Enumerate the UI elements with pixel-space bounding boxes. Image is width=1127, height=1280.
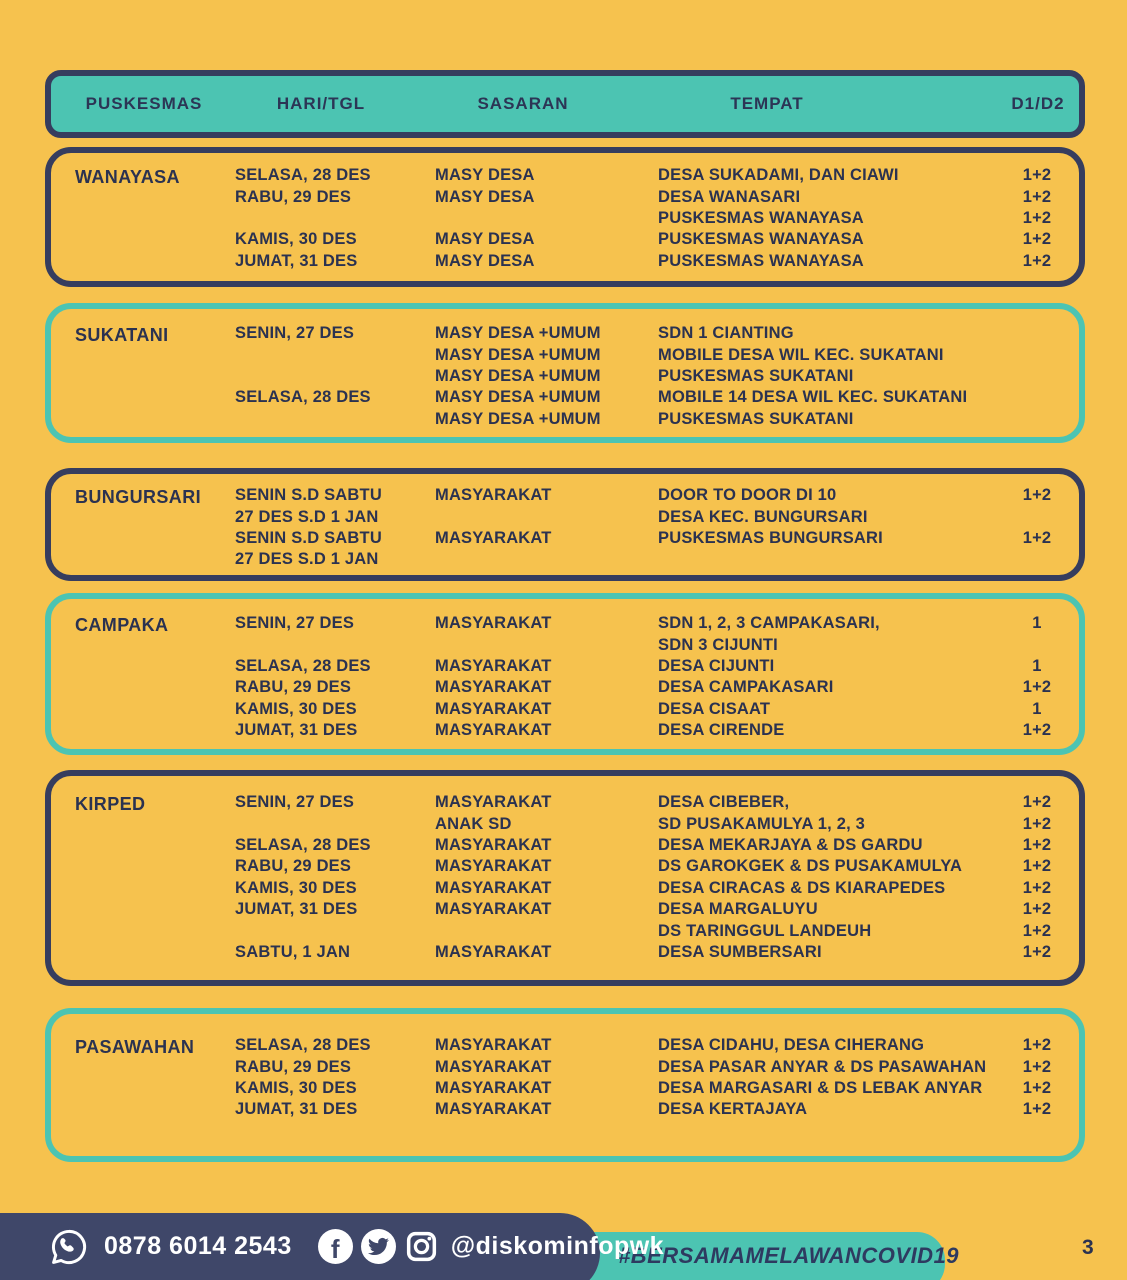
social-handle: @diskominfopwk bbox=[450, 1232, 665, 1260]
phone-number: 0878 6014 2543 bbox=[104, 1232, 292, 1260]
schedule-row bbox=[235, 528, 1079, 549]
cell-temp: DESA CISAAT bbox=[658, 699, 771, 718]
contact-bar bbox=[0, 1213, 665, 1280]
cell-sas: MASY DESA bbox=[435, 187, 535, 206]
cell-temp: DESA KEC. BUNGURSARI bbox=[658, 507, 868, 526]
cell-date: JUMAT, 31 DES bbox=[235, 1100, 358, 1119]
cell-dose: 1+2 bbox=[1022, 900, 1052, 919]
facebook-icon: f bbox=[318, 1229, 353, 1264]
column-header-sasaran: SASARAN bbox=[477, 94, 569, 113]
cell-temp: SDN 1 CIANTING bbox=[658, 324, 794, 343]
cell-sas: MASY DESA +UMUM bbox=[435, 345, 601, 364]
schedule-row bbox=[235, 856, 1079, 877]
cell-dose: 1+2 bbox=[1022, 921, 1052, 940]
cell-date: 27 DES S.D 1 JAN bbox=[235, 550, 379, 569]
cell-sas: MASYARAKAT bbox=[435, 721, 552, 740]
cell-sas: MASY DESA +UMUM bbox=[435, 324, 601, 343]
cell-temp: DESA SUMBERSARI bbox=[658, 942, 822, 961]
cell-dose: 1 bbox=[1032, 656, 1042, 675]
cell-dose: 1+2 bbox=[1022, 1057, 1052, 1076]
section-sukatani bbox=[45, 303, 1085, 443]
cell-temp: PUSKESMAS SUKATANI bbox=[658, 366, 854, 385]
cell-temp: MOBILE DESA WIL KEC. SUKATANI bbox=[658, 345, 944, 364]
cell-sas: MASYARAKAT bbox=[435, 486, 552, 505]
cell-dose: 1 bbox=[1032, 614, 1042, 633]
page-number: 3 bbox=[1082, 1236, 1094, 1259]
cell-sas: MASYARAKAT bbox=[435, 857, 552, 876]
schedule-row bbox=[235, 366, 1079, 387]
cell-date: 27 DES S.D 1 JAN bbox=[235, 507, 379, 526]
schedule-row bbox=[235, 186, 1079, 207]
section-rows bbox=[51, 1014, 1079, 1121]
cell-sas: ANAK SD bbox=[435, 814, 512, 833]
cell-dose: 1+2 bbox=[1022, 835, 1052, 854]
social-icons bbox=[318, 1229, 439, 1264]
cell-temp: DESA CAMPAKASARI bbox=[658, 678, 834, 697]
cell-dose: 1+2 bbox=[1022, 1100, 1052, 1119]
cell-date: SENIN, 27 DES bbox=[235, 614, 355, 633]
cell-date: SENIN S.D SABTU bbox=[235, 486, 382, 505]
cell-temp: MOBILE 14 DESA WIL KEC. SUKATANI bbox=[658, 388, 968, 407]
cell-sas: MASYARAKAT bbox=[435, 656, 552, 675]
cell-temp: PUSKESMAS WANAYASA bbox=[658, 230, 864, 249]
schedule-row bbox=[235, 1078, 1079, 1099]
cell-date: SENIN, 27 DES bbox=[235, 793, 355, 812]
cell-temp: DESA WANASARI bbox=[658, 187, 801, 206]
cell-sas: MASYARAKAT bbox=[435, 835, 552, 854]
cell-sas: MASY DESA +UMUM bbox=[435, 366, 601, 385]
section-title: WANAYASA bbox=[75, 167, 180, 187]
section-kirped bbox=[45, 770, 1085, 986]
cell-dose: 1+2 bbox=[1022, 1078, 1052, 1097]
cell-sas: MASY DESA +UMUM bbox=[435, 409, 601, 428]
cell-dose: 1+2 bbox=[1022, 814, 1052, 833]
schedule-row bbox=[235, 485, 1079, 506]
instagram-icon bbox=[404, 1229, 439, 1264]
cell-dose: 1+2 bbox=[1022, 166, 1052, 185]
cell-dose: 1+2 bbox=[1022, 878, 1052, 897]
schedule-row bbox=[235, 251, 1079, 272]
section-title: KIRPED bbox=[75, 794, 146, 814]
schedule-row bbox=[235, 792, 1079, 813]
hashtag-text: #BERSAMAMELAWANCOVID19 bbox=[618, 1243, 960, 1268]
cell-temp: DESA MEKARJAYA & DS GARDU bbox=[658, 835, 923, 854]
cell-sas: MASY DESA bbox=[435, 230, 535, 249]
cell-sas: MASYARAKAT bbox=[435, 900, 552, 919]
schedule-row bbox=[235, 229, 1079, 250]
cell-date: SELASA, 28 DES bbox=[235, 656, 371, 675]
cell-dose: 1+2 bbox=[1022, 793, 1052, 812]
cell-sas: MASYARAKAT bbox=[435, 1100, 552, 1119]
schedule-row bbox=[235, 720, 1079, 741]
schedule-row bbox=[235, 344, 1079, 365]
cell-sas: MASYARAKAT bbox=[435, 528, 552, 547]
column-header-d1-d2: D1/D2 bbox=[1011, 94, 1065, 113]
cell-temp: PUSKESMAS SUKATANI bbox=[658, 409, 854, 428]
schedule-row bbox=[235, 506, 1079, 527]
schedule-row bbox=[235, 656, 1079, 677]
schedule-row bbox=[235, 634, 1079, 655]
cell-date: SELASA, 28 DES bbox=[235, 835, 371, 854]
cell-temp: DESA MARGALUYU bbox=[658, 900, 818, 919]
cell-date: RABU, 29 DES bbox=[235, 187, 352, 206]
cell-temp: DESA CIJUNTI bbox=[658, 656, 775, 675]
section-title: SUKATANI bbox=[75, 325, 169, 345]
cell-date: SENIN, 27 DES bbox=[235, 324, 355, 343]
section-rows bbox=[51, 776, 1079, 963]
cell-sas: MASY DESA +UMUM bbox=[435, 388, 601, 407]
cell-temp: SD PUSAKAMULYA 1, 2, 3 bbox=[658, 814, 866, 833]
section-wanayasa bbox=[45, 147, 1085, 287]
schedule-row bbox=[235, 1035, 1079, 1056]
column-header-hari-tgl: HARI/TGL bbox=[276, 94, 366, 113]
cell-date: JUMAT, 31 DES bbox=[235, 900, 358, 919]
cell-sas: MASYARAKAT bbox=[435, 678, 552, 697]
cell-temp: DESA CIRENDE bbox=[658, 721, 785, 740]
cell-date: KAMIS, 30 DES bbox=[235, 230, 357, 249]
cell-dose: 1+2 bbox=[1022, 678, 1052, 697]
schedule-row bbox=[235, 1056, 1079, 1077]
cell-dose: 1 bbox=[1032, 699, 1042, 718]
schedule-row bbox=[235, 878, 1079, 899]
cell-dose: 1+2 bbox=[1022, 230, 1052, 249]
cell-date: RABU, 29 DES bbox=[235, 1057, 352, 1076]
cell-sas: MASYARAKAT bbox=[435, 942, 552, 961]
cell-temp: DESA CIRACAS & DS KIARAPEDES bbox=[658, 878, 946, 897]
cell-temp: DESA KERTAJAYA bbox=[658, 1100, 808, 1119]
cell-date: RABU, 29 DES bbox=[235, 857, 352, 876]
cell-dose: 1+2 bbox=[1022, 1036, 1052, 1055]
section-title: BUNGURSARI bbox=[75, 487, 202, 507]
column-header-puskesmas: PUSKESMAS bbox=[85, 94, 203, 113]
cell-date: KAMIS, 30 DES bbox=[235, 699, 357, 718]
cell-dose: 1+2 bbox=[1022, 857, 1052, 876]
cell-date: SELASA, 28 DES bbox=[235, 166, 371, 185]
cell-temp: PUSKESMAS BUNGURSARI bbox=[658, 528, 883, 547]
cell-date: RABU, 29 DES bbox=[235, 678, 352, 697]
cell-dose: 1+2 bbox=[1022, 942, 1052, 961]
cell-date: SELASA, 28 DES bbox=[235, 1036, 371, 1055]
cell-temp: DOOR TO DOOR DI 10 bbox=[658, 486, 837, 505]
cell-temp: DS GAROKGEK & DS PUSAKAMULYA bbox=[658, 857, 963, 876]
table-header bbox=[45, 70, 1085, 138]
cell-temp: DESA MARGASARI & DS LEBAK ANYAR bbox=[658, 1078, 983, 1097]
schedule-row bbox=[235, 549, 1079, 570]
schedule-row bbox=[235, 1099, 1079, 1120]
schedule-row bbox=[235, 677, 1079, 698]
cell-sas: MASYARAKAT bbox=[435, 699, 552, 718]
cell-date: SELASA, 28 DES bbox=[235, 388, 371, 407]
cell-temp: PUSKESMAS WANAYASA bbox=[658, 208, 864, 227]
cell-temp: DESA PASAR ANYAR & DS PASAWAHAN bbox=[658, 1057, 987, 1076]
section-campaka bbox=[45, 593, 1085, 755]
cell-date: SABTU, 1 JAN bbox=[235, 942, 351, 961]
cell-sas: MASYARAKAT bbox=[435, 878, 552, 897]
cell-temp: DESA CIBEBER, bbox=[658, 793, 790, 812]
cell-date: KAMIS, 30 DES bbox=[235, 878, 357, 897]
schedule-row bbox=[235, 323, 1079, 344]
cell-date: KAMIS, 30 DES bbox=[235, 1078, 357, 1097]
cell-dose: 1+2 bbox=[1022, 721, 1052, 740]
cell-sas: MASY DESA bbox=[435, 251, 535, 270]
column-header-tempat: TEMPAT bbox=[730, 94, 804, 113]
cell-temp: PUSKESMAS WANAYASA bbox=[658, 251, 864, 270]
schedule-row bbox=[235, 699, 1079, 720]
schedule-row bbox=[235, 165, 1079, 186]
cell-sas: MASYARAKAT bbox=[435, 614, 552, 633]
cell-dose: 1+2 bbox=[1022, 208, 1052, 227]
schedule-row bbox=[235, 613, 1079, 634]
schedule-row bbox=[235, 208, 1079, 229]
schedule-row bbox=[235, 835, 1079, 856]
cell-dose: 1+2 bbox=[1022, 486, 1052, 505]
cell-sas: MASYARAKAT bbox=[435, 1057, 552, 1076]
section-rows bbox=[51, 153, 1079, 272]
schedule-row bbox=[235, 899, 1079, 920]
cell-dose: 1+2 bbox=[1022, 528, 1052, 547]
cell-dose: 1+2 bbox=[1022, 187, 1052, 206]
section-bungursari bbox=[45, 468, 1085, 581]
section-rows bbox=[51, 599, 1079, 741]
cell-temp: DESA SUKADAMI, DAN CIAWI bbox=[658, 166, 899, 185]
cell-date: JUMAT, 31 DES bbox=[235, 721, 358, 740]
cell-date: SENIN S.D SABTU bbox=[235, 528, 382, 547]
section-title: CAMPAKA bbox=[75, 615, 169, 635]
cell-sas: MASY DESA bbox=[435, 166, 535, 185]
cell-temp: SDN 3 CIJUNTI bbox=[658, 635, 778, 654]
section-rows bbox=[51, 474, 1079, 571]
cell-temp: SDN 1, 2, 3 CAMPAKASARI, bbox=[658, 614, 880, 633]
schedule-row bbox=[235, 409, 1079, 430]
schedule-row bbox=[235, 920, 1079, 941]
schedule-row bbox=[235, 813, 1079, 834]
whatsapp-icon bbox=[48, 1226, 90, 1268]
cell-sas: MASYARAKAT bbox=[435, 1078, 552, 1097]
schedule-row bbox=[235, 387, 1079, 408]
cell-date: JUMAT, 31 DES bbox=[235, 251, 358, 270]
cell-temp: DS TARINGGUL LANDEUH bbox=[658, 921, 872, 940]
cell-sas: MASYARAKAT bbox=[435, 1036, 552, 1055]
cell-sas: MASYARAKAT bbox=[435, 793, 552, 812]
twitter-icon bbox=[361, 1229, 396, 1264]
cell-temp: DESA CIDAHU, DESA CIHERANG bbox=[658, 1036, 925, 1055]
schedule-row bbox=[235, 942, 1079, 963]
section-pasawahan bbox=[45, 1008, 1085, 1162]
section-title: PASAWAHAN bbox=[75, 1037, 195, 1057]
cell-dose: 1+2 bbox=[1022, 251, 1052, 270]
section-rows bbox=[51, 309, 1079, 430]
